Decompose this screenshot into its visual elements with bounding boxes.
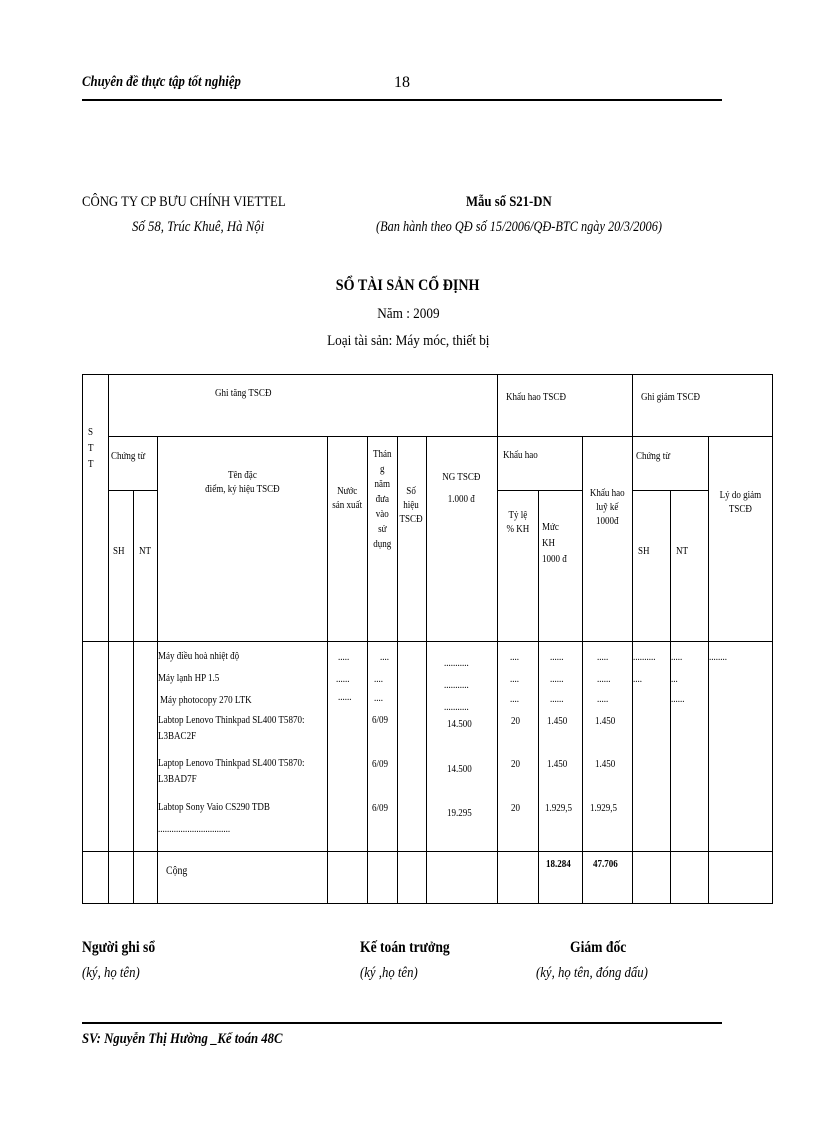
dot-leader: ................................ [158, 823, 231, 835]
group-khau-hao: Khấu hao TSCĐ [506, 391, 566, 403]
table-line [497, 374, 498, 904]
group-ghi-tang: Ghi tăng TSCĐ [215, 387, 272, 399]
asset-cost: 14.500 [447, 763, 472, 775]
signature-title-recorder: Người ghi sổ [82, 939, 156, 956]
dot-leader: ...... [550, 651, 564, 663]
asset-depreciation: 1.450 [547, 715, 568, 727]
header-title: Chuyên đề thực tập tốt nghiệp [82, 74, 241, 90]
col-khau-hao: Khấu hao [503, 449, 538, 461]
asset-type: Loại tài sản: Máy móc, thiết bị [326, 333, 490, 349]
dot-leader: ........... [444, 657, 469, 669]
total-accumulated: 47.706 [593, 858, 618, 870]
asset-name: Máy photocopy 270 LTK [160, 694, 252, 706]
col-ten-dac-diem: Tên đặc điểm, ký hiệu TSCĐ [204, 469, 280, 495]
group-ghi-giam: Ghi giảm TSCĐ [641, 391, 700, 403]
table-line [538, 490, 539, 904]
dot-leader: ... [671, 673, 678, 685]
table-line [497, 490, 582, 491]
signature-note-chief-accountant: (ký ,họ tên) [360, 965, 418, 981]
signature-note-recorder: (ký, họ tên) [82, 965, 140, 981]
col-sh: SH [113, 545, 125, 557]
dot-leader: ..... [338, 651, 350, 663]
asset-rate: 20 [511, 802, 521, 814]
asset-rate: 20 [511, 715, 521, 727]
asset-name: Labtop Sony Vaio CS290 TDB [158, 801, 270, 813]
company-name: CÔNG TY CP BƯU CHÍNH VIETTEL [82, 194, 286, 210]
asset-cost: 14.500 [447, 718, 472, 730]
dot-leader: ...... [597, 673, 611, 685]
dot-leader: .... [510, 651, 520, 663]
col-thang-nam: Thán g năm đưa vào sử dụng [372, 448, 392, 550]
dot-leader: .... [510, 693, 520, 705]
dot-leader: ...... [671, 693, 685, 705]
asset-date: 6/09 [372, 758, 389, 770]
company-address: Số 58, Trúc Khuê, Hà Nội [132, 219, 265, 235]
asset-name: Máy điều hoà nhiệt độ [158, 650, 240, 662]
dot-leader: .... [380, 651, 390, 663]
table-border-top [82, 374, 773, 375]
dot-leader: .......... [633, 651, 656, 663]
col-stt: S T T [88, 426, 94, 470]
col-nuoc-san-xuat: Nước sản xuất [332, 485, 362, 511]
dot-leader: ...... [336, 673, 350, 685]
asset-date: 6/09 [372, 802, 389, 814]
total-depreciation: 18.284 [546, 858, 571, 870]
asset-name: Máy lạnh HP 1.5 [158, 672, 220, 684]
table-line [108, 374, 109, 904]
col-chung-tu: Chứng từ [111, 450, 146, 462]
col-nt-giam: NT [676, 545, 689, 557]
footer-student: SV: Nguyễn Thị Hường _Kế toán 48C [82, 1031, 283, 1047]
asset-accumulated: 1.929,5 [590, 802, 618, 814]
footer-rule [82, 1022, 722, 1024]
col-ly-do: Lý do giảm TSCĐ [719, 489, 761, 515]
signature-title-chief-accountant: Kế toán trưởng [360, 939, 450, 956]
asset-accumulated: 1.450 [595, 758, 616, 770]
document-year: Năm : 2009 [376, 306, 440, 322]
form-code: Mẫu số S21-DN [466, 194, 552, 210]
asset-depreciation: 1.929,5 [545, 802, 573, 814]
table-border-right [772, 374, 773, 904]
dot-leader: .... [374, 692, 384, 704]
dot-leader: .... [374, 673, 384, 685]
dot-leader: .... [510, 673, 520, 685]
dot-leader: ...... [550, 693, 564, 705]
table-border-left [82, 374, 83, 904]
dot-leader: ...... [338, 691, 352, 703]
dot-leader: ...... [550, 673, 564, 685]
dot-leader: ..... [597, 651, 609, 663]
asset-name: Labtop Lenovo Thinkpad SL400 T5870: L3BAC2F [158, 714, 305, 742]
dot-leader: ........... [444, 679, 469, 691]
col-nt: NT [139, 545, 152, 557]
table-line [632, 374, 633, 904]
total-label: Cộng [166, 863, 188, 877]
signature-note-director: (ký, họ tên, đóng dấu) [536, 965, 648, 981]
dot-leader: .... [633, 673, 643, 685]
dot-leader: ........... [444, 701, 469, 713]
asset-name: Laptop Lenovo Thinkpad SL400 T5870: L3BAD7F [158, 757, 305, 785]
col-luy-ke: Khấu hao luỹ kế 1000đ [589, 487, 625, 527]
dot-leader: ..... [671, 651, 683, 663]
asset-cost: 19.295 [447, 807, 472, 819]
asset-depreciation: 1.450 [547, 758, 568, 770]
table-line [108, 436, 773, 437]
document-title: SỔ TÀI SẢN CỐ ĐỊNH [336, 277, 480, 294]
col-so-hieu: Số hiệu TSCĐ [399, 485, 424, 525]
col-chung-tu-giam: Chứng từ [636, 450, 671, 462]
table-line [133, 490, 134, 904]
signature-title-director: Giám đốc [570, 939, 627, 956]
col-muc-kh: Mức KH 1000 đ [542, 521, 567, 565]
dot-leader: ..... [597, 693, 609, 705]
asset-rate: 20 [511, 758, 521, 770]
col-sh-giam: SH [638, 545, 650, 557]
col-ty-le: Tỷ lệ % KH [506, 509, 529, 535]
header-rule [82, 99, 722, 101]
asset-accumulated: 1.450 [595, 715, 616, 727]
form-note: (Ban hành theo QĐ số 15/2006/QĐ-BTC ngày 20/3/2006) [376, 219, 662, 235]
asset-date: 6/09 [372, 714, 389, 726]
dot-leader: ........ [709, 651, 728, 663]
page-number: 18 [394, 74, 410, 91]
col-ng-tscd: NG TSCĐ 1.000 đ [442, 471, 481, 505]
